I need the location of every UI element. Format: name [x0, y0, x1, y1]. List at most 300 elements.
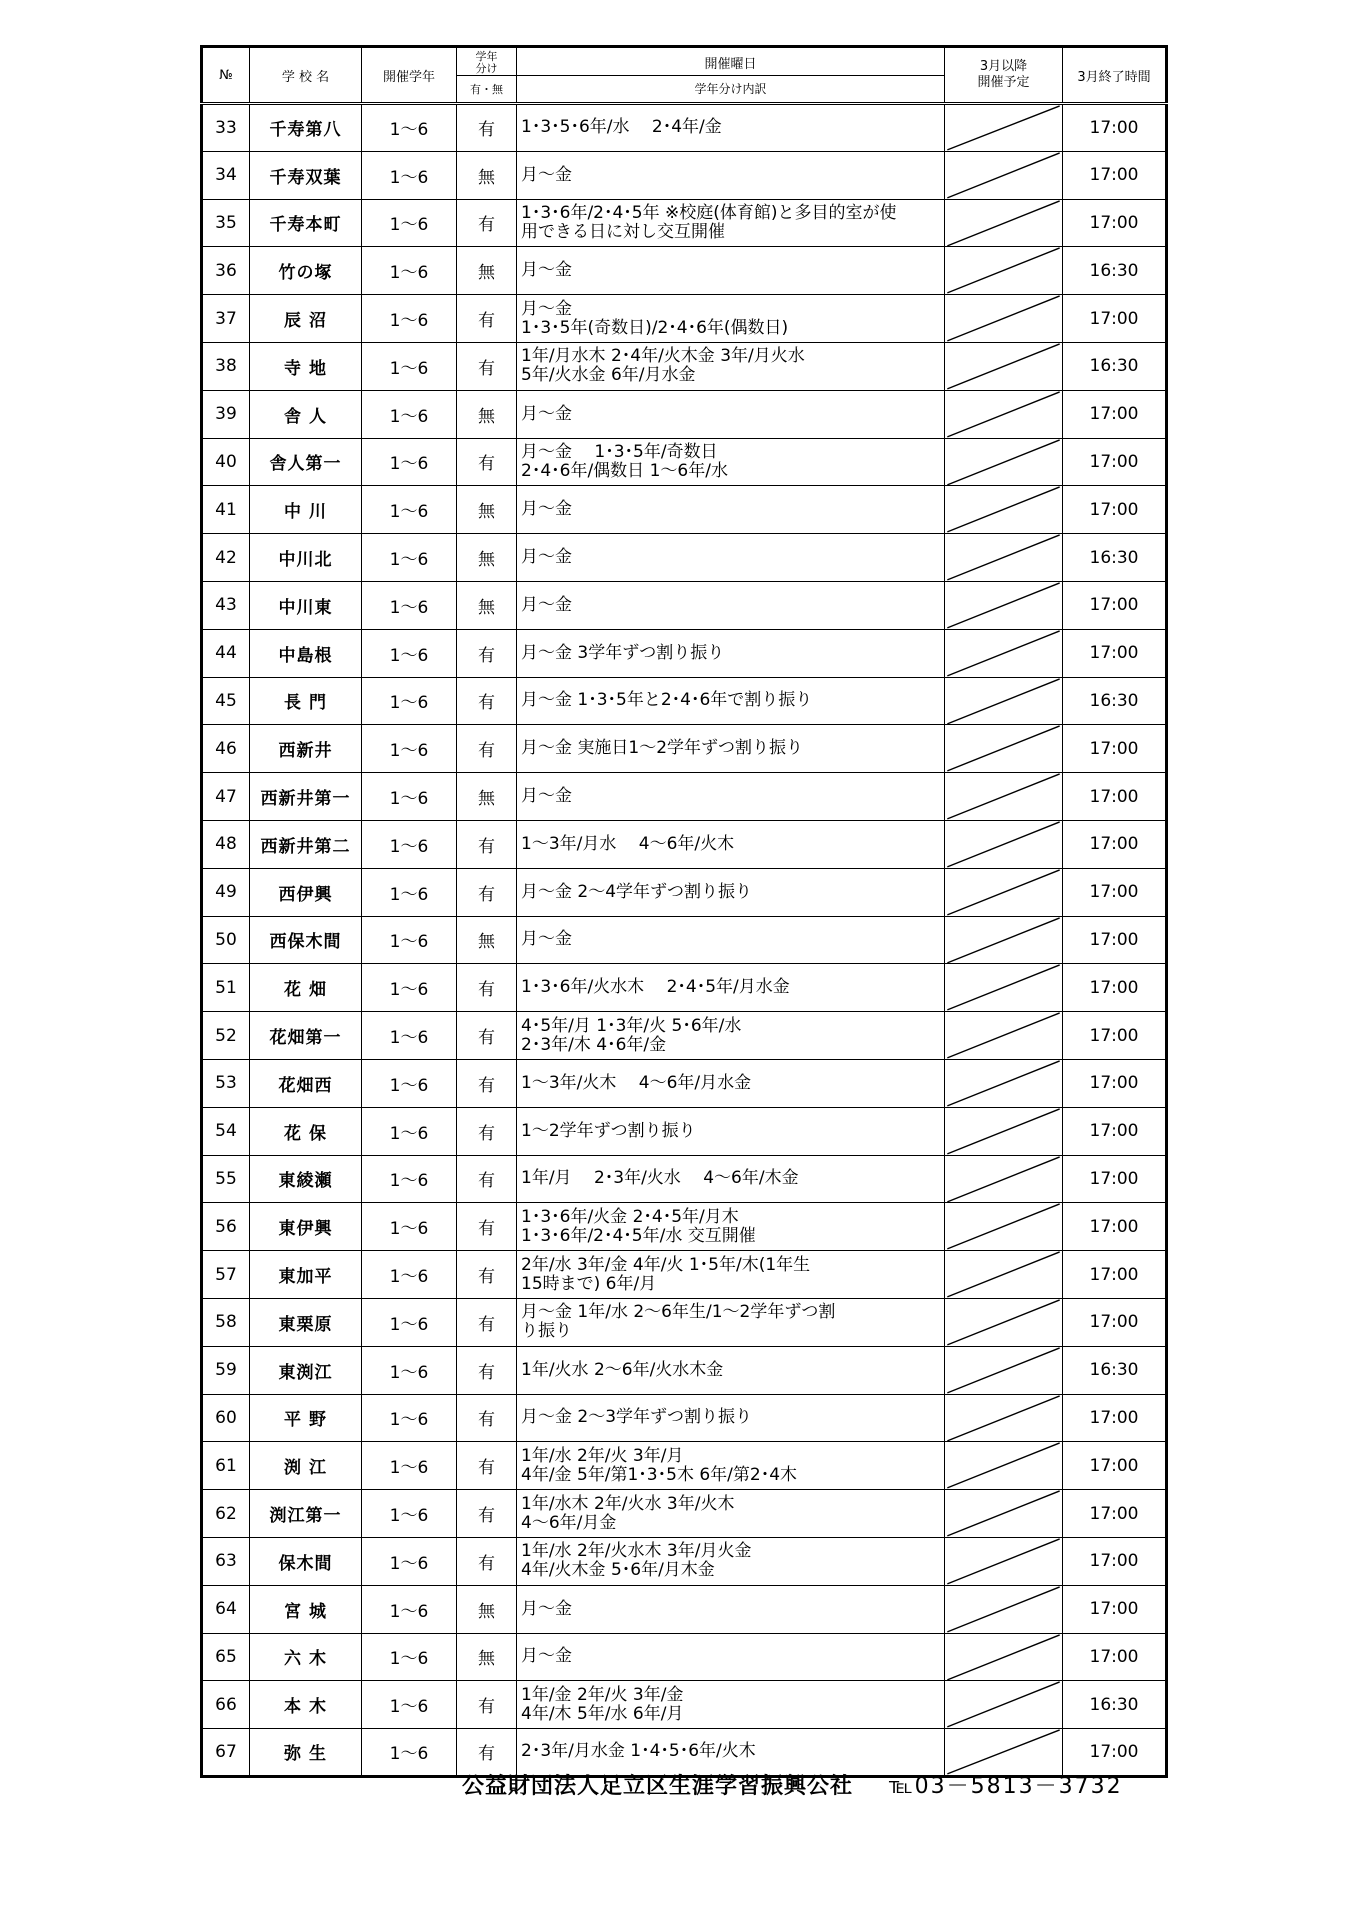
diagonal-slash-mark	[945, 152, 1062, 199]
march-plan-slash	[945, 390, 1063, 438]
table-row	[202, 486, 1167, 534]
grade-range: 1〜6	[362, 629, 457, 677]
grade-range: 1〜6	[362, 581, 457, 629]
grade-division: 有	[457, 1394, 517, 1442]
schedule-days: 1･3･6年/火水木 2･4･5年/月水金	[517, 964, 945, 1012]
diagonal-slash-mark	[945, 1442, 1062, 1489]
header-days-bottom: 学年分け内訳	[694, 81, 767, 96]
row-number: 54	[202, 1107, 250, 1155]
march-plan-slash	[945, 295, 1063, 343]
grade-division: 有	[457, 199, 517, 247]
row-number: 43	[202, 581, 250, 629]
footer-telephone: ℡03－5813－3732	[889, 1774, 1123, 1799]
march-plan-slash	[945, 1155, 1063, 1203]
march-plan-slash	[945, 1490, 1063, 1538]
header-division	[457, 47, 517, 104]
row-number: 63	[202, 1537, 250, 1585]
diagonal-slash-mark	[945, 1299, 1062, 1346]
row-number: 37	[202, 295, 250, 343]
row-number: 40	[202, 438, 250, 486]
row-number: 67	[202, 1729, 250, 1777]
row-number: 52	[202, 1012, 250, 1060]
row-number: 41	[202, 486, 250, 534]
grade-range: 1〜6	[362, 1394, 457, 1442]
end-time: 17:00	[1063, 1155, 1167, 1203]
diagonal-slash-mark	[945, 821, 1062, 868]
schedule-days: 月〜金	[517, 247, 945, 295]
diagonal-slash-mark	[945, 678, 1062, 725]
table-row	[202, 247, 1167, 295]
grade-division: 無	[457, 534, 517, 582]
header-school: 学 校 名	[250, 47, 362, 104]
diagonal-slash-mark	[945, 1012, 1062, 1059]
schedule-days: 1年/月水木 2･4年/火木金 3年/月火水 5年/火水金 6年/月水金	[517, 342, 945, 390]
grade-range: 1〜6	[362, 1012, 457, 1060]
header-no: №	[202, 47, 250, 104]
end-time: 17:00	[1063, 629, 1167, 677]
diagonal-slash-mark	[945, 869, 1062, 916]
march-plan-slash	[945, 1537, 1063, 1585]
school-name: 中川北	[250, 534, 362, 582]
grade-division: 有	[457, 1107, 517, 1155]
march-plan-slash	[945, 104, 1063, 152]
table-row	[202, 677, 1167, 725]
diagonal-slash-mark	[945, 1681, 1062, 1728]
table-row	[202, 295, 1167, 343]
march-plan-slash	[945, 199, 1063, 247]
grade-division: 有	[457, 1681, 517, 1729]
row-number: 57	[202, 1251, 250, 1299]
school-name: 長 門	[250, 677, 362, 725]
diagonal-slash-mark	[945, 247, 1062, 294]
march-plan-slash	[945, 1107, 1063, 1155]
schedule-days: 1･3･6年/火金 2･4･5年/月木 1･3･6年/2･4･5年/水 交互開催	[517, 1203, 945, 1251]
diagonal-slash-mark	[945, 582, 1062, 629]
table-row	[202, 629, 1167, 677]
diagonal-slash-mark	[945, 1490, 1062, 1537]
grade-division: 有	[457, 964, 517, 1012]
diagonal-slash-mark	[945, 105, 1062, 151]
schedule-days: 1･3･5･6年/水 2･4年/金	[517, 104, 945, 152]
row-number: 66	[202, 1681, 250, 1729]
table-row	[202, 1490, 1167, 1538]
end-time: 17:00	[1063, 1585, 1167, 1633]
diagonal-slash-mark	[945, 1251, 1062, 1298]
march-plan-slash	[945, 534, 1063, 582]
march-plan-slash	[945, 1298, 1063, 1346]
header-end-time: 3月終了時間	[1063, 47, 1167, 104]
school-name: 竹の塚	[250, 247, 362, 295]
grade-division: 有	[457, 868, 517, 916]
end-time: 17:00	[1063, 868, 1167, 916]
end-time: 17:00	[1063, 295, 1167, 343]
grade-division: 有	[457, 629, 517, 677]
schedule-days: 1年/月 2･3年/火水 4〜6年/木金	[517, 1155, 945, 1203]
march-plan-slash	[945, 247, 1063, 295]
grade-range: 1〜6	[362, 1490, 457, 1538]
march-plan-slash	[945, 916, 1063, 964]
march-plan-slash	[945, 820, 1063, 868]
grade-division: 無	[457, 916, 517, 964]
end-time: 17:00	[1063, 390, 1167, 438]
grade-division: 有	[457, 725, 517, 773]
schedule-table	[200, 45, 1168, 1778]
table-row	[202, 1633, 1167, 1681]
grade-division: 無	[457, 1585, 517, 1633]
end-time: 17:00	[1063, 581, 1167, 629]
march-plan-slash	[945, 1251, 1063, 1299]
table-row	[202, 964, 1167, 1012]
end-time: 17:00	[1063, 199, 1167, 247]
table-row	[202, 1107, 1167, 1155]
end-time: 17:00	[1063, 964, 1167, 1012]
table-row	[202, 390, 1167, 438]
school-name: 東栗原	[250, 1298, 362, 1346]
march-plan-slash	[945, 581, 1063, 629]
school-name: 西新井	[250, 725, 362, 773]
table-row	[202, 1394, 1167, 1442]
schedule-days: 月〜金	[517, 151, 945, 199]
schedule-days: 月〜金	[517, 581, 945, 629]
row-number: 62	[202, 1490, 250, 1538]
grade-range: 1〜6	[362, 247, 457, 295]
end-time: 16:30	[1063, 342, 1167, 390]
row-number: 34	[202, 151, 250, 199]
grade-range: 1〜6	[362, 1346, 457, 1394]
school-name: 西保木間	[250, 916, 362, 964]
header-days-top: 開催曜日	[517, 50, 944, 76]
row-number: 45	[202, 677, 250, 725]
grade-range: 1〜6	[362, 1442, 457, 1490]
grade-range: 1〜6	[362, 1585, 457, 1633]
grade-division: 有	[457, 1346, 517, 1394]
table-row	[202, 1537, 1167, 1585]
diagonal-slash-mark	[945, 200, 1062, 247]
schedule-days: 1年/水木 2年/火水 3年/火木 4〜6年/月金	[517, 1490, 945, 1538]
schedule-days: 月〜金 3学年ずつ割り振り	[517, 629, 945, 677]
end-time: 17:00	[1063, 486, 1167, 534]
grade-range: 1〜6	[362, 438, 457, 486]
school-name: 辰 沼	[250, 295, 362, 343]
schedule-days: 月〜金	[517, 773, 945, 821]
march-plan-slash	[945, 773, 1063, 821]
end-time: 17:00	[1063, 1729, 1167, 1777]
school-name: 東加平	[250, 1251, 362, 1299]
grade-range: 1〜6	[362, 677, 457, 725]
grade-division: 有	[457, 677, 517, 725]
schedule-days: 1〜3年/火木 4〜6年/月水金	[517, 1059, 945, 1107]
end-time: 17:00	[1063, 1107, 1167, 1155]
march-plan-slash	[945, 725, 1063, 773]
end-time: 17:00	[1063, 438, 1167, 486]
schedule-days: 1〜2学年ずつ割り振り	[517, 1107, 945, 1155]
footer	[462, 1769, 1162, 1800]
grade-division: 有	[457, 1059, 517, 1107]
diagonal-slash-mark	[945, 1586, 1062, 1633]
diagonal-slash-mark	[945, 1108, 1062, 1155]
diagonal-slash-mark	[945, 391, 1062, 438]
march-plan-slash	[945, 1059, 1063, 1107]
end-time: 17:00	[1063, 1633, 1167, 1681]
diagonal-slash-mark	[945, 295, 1062, 342]
table-row	[202, 1298, 1167, 1346]
table-row	[202, 151, 1167, 199]
grade-division: 有	[457, 1729, 517, 1777]
diagonal-slash-mark	[945, 439, 1062, 486]
end-time: 17:00	[1063, 773, 1167, 821]
diagonal-slash-mark	[945, 1156, 1062, 1203]
grade-division: 有	[457, 438, 517, 486]
table-row	[202, 104, 1167, 152]
school-name: 弥 生	[250, 1729, 362, 1777]
schedule-days: 1年/金 2年/火 3年/金 4年/木 5年/水 6年/月	[517, 1681, 945, 1729]
table-row	[202, 199, 1167, 247]
schedule-days: 月〜金 2〜4学年ずつ割り振り	[517, 868, 945, 916]
grade-range: 1〜6	[362, 725, 457, 773]
schedule-days: 1年/火水 2〜6年/火水木金	[517, 1346, 945, 1394]
row-number: 53	[202, 1059, 250, 1107]
footer-organization: 公益財団法人足立区生涯学習振興公社	[462, 1774, 854, 1799]
table-row	[202, 1442, 1167, 1490]
school-name: 本 木	[250, 1681, 362, 1729]
schedule-days: 月〜金	[517, 916, 945, 964]
schedule-days: 2･3年/月水金 1･4･5･6年/火木	[517, 1729, 945, 1777]
grade-range: 1〜6	[362, 1107, 457, 1155]
end-time: 16:30	[1063, 1346, 1167, 1394]
end-time: 17:00	[1063, 916, 1167, 964]
table-row	[202, 1585, 1167, 1633]
table-row	[202, 1203, 1167, 1251]
schedule-days: 1年/水 2年/火 3年/月 4年/金 5年/第1･3･5木 6年/第2･4木	[517, 1442, 945, 1490]
row-number: 44	[202, 629, 250, 677]
grade-division: 有	[457, 1490, 517, 1538]
row-number: 50	[202, 916, 250, 964]
school-name: 花 畑	[250, 964, 362, 1012]
table-row	[202, 1012, 1167, 1060]
schedule-days: 1年/水 2年/火水木 3年/月火金 4年/火木金 5･6年/月木金	[517, 1537, 945, 1585]
grade-division: 有	[457, 295, 517, 343]
diagonal-slash-mark	[945, 725, 1062, 772]
march-plan-slash	[945, 1585, 1063, 1633]
schedule-days: 月〜金 1･3･5年/奇数日 2･4･6年/偶数日 1〜6年/水	[517, 438, 945, 486]
schedule-days: 1〜3年/月水 4〜6年/火木	[517, 820, 945, 868]
grade-range: 1〜6	[362, 486, 457, 534]
row-number: 64	[202, 1585, 250, 1633]
row-number: 36	[202, 247, 250, 295]
row-number: 51	[202, 964, 250, 1012]
school-name: 花畑第一	[250, 1012, 362, 1060]
header-division-top: 学年 分け	[457, 49, 516, 76]
end-time: 17:00	[1063, 1394, 1167, 1442]
school-name: 千寿本町	[250, 199, 362, 247]
grade-range: 1〜6	[362, 1681, 457, 1729]
row-number: 60	[202, 1394, 250, 1442]
table-row	[202, 868, 1167, 916]
grade-range: 1〜6	[362, 1251, 457, 1299]
grade-range: 1〜6	[362, 1729, 457, 1777]
diagonal-slash-mark	[945, 773, 1062, 820]
schedule-days: 月〜金 1年/水 2〜6年生/1〜2学年ずつ割 り振り	[517, 1298, 945, 1346]
grade-division: 有	[457, 820, 517, 868]
grade-range: 1〜6	[362, 964, 457, 1012]
grade-division: 無	[457, 151, 517, 199]
grade-division: 無	[457, 1633, 517, 1681]
grade-range: 1〜6	[362, 295, 457, 343]
grade-division: 無	[457, 581, 517, 629]
end-time: 16:30	[1063, 247, 1167, 295]
end-time: 17:00	[1063, 104, 1167, 152]
grade-range: 1〜6	[362, 151, 457, 199]
diagonal-slash-mark	[945, 1347, 1062, 1394]
table-row	[202, 581, 1167, 629]
header-division-bottom: 有・無	[470, 82, 503, 96]
march-plan-slash	[945, 868, 1063, 916]
school-name: 千寿双葉	[250, 151, 362, 199]
schedule-days: 4･5年/月 1･3年/火 5･6年/水 2･3年/木 4･6年/金	[517, 1012, 945, 1060]
schedule-days: 月〜金	[517, 486, 945, 534]
grade-division: 無	[457, 773, 517, 821]
row-number: 49	[202, 868, 250, 916]
march-plan-slash	[945, 1681, 1063, 1729]
grade-range: 1〜6	[362, 1298, 457, 1346]
school-name: 東伊興	[250, 1203, 362, 1251]
march-plan-slash	[945, 1203, 1063, 1251]
header-grade: 開催学年	[362, 47, 457, 104]
march-plan-slash	[945, 677, 1063, 725]
march-plan-slash	[945, 1346, 1063, 1394]
end-time: 17:00	[1063, 1442, 1167, 1490]
school-name: 舎 人	[250, 390, 362, 438]
school-name: 六 木	[250, 1633, 362, 1681]
end-time: 17:00	[1063, 1059, 1167, 1107]
school-name: 渕 江	[250, 1442, 362, 1490]
end-time: 16:30	[1063, 534, 1167, 582]
table-row	[202, 534, 1167, 582]
school-name: 渕江第一	[250, 1490, 362, 1538]
schedule-days: 月〜金 1･3･5年(奇数日)/2･4･6年(偶数日)	[517, 295, 945, 343]
grade-range: 1〜6	[362, 916, 457, 964]
march-plan-slash	[945, 486, 1063, 534]
end-time: 17:00	[1063, 1537, 1167, 1585]
grade-division: 無	[457, 486, 517, 534]
school-name: 西伊興	[250, 868, 362, 916]
grade-range: 1〜6	[362, 773, 457, 821]
grade-range: 1〜6	[362, 199, 457, 247]
diagonal-slash-mark	[945, 343, 1062, 390]
schedule-days: 月〜金	[517, 1633, 945, 1681]
end-time: 16:30	[1063, 1681, 1167, 1729]
grade-range: 1〜6	[362, 1633, 457, 1681]
grade-division: 有	[457, 1298, 517, 1346]
grade-range: 1〜6	[362, 534, 457, 582]
table-row	[202, 916, 1167, 964]
table-row	[202, 1346, 1167, 1394]
school-name: 宮 城	[250, 1585, 362, 1633]
row-number: 65	[202, 1633, 250, 1681]
row-number: 61	[202, 1442, 250, 1490]
school-name: 東綾瀬	[250, 1155, 362, 1203]
table-body	[202, 104, 1167, 1777]
school-name: 寺 地	[250, 342, 362, 390]
march-plan-slash	[945, 964, 1063, 1012]
march-plan-slash	[945, 342, 1063, 390]
row-number: 58	[202, 1298, 250, 1346]
grade-division: 有	[457, 104, 517, 152]
grade-division: 有	[457, 342, 517, 390]
header-march: 3月以降 開催予定	[945, 47, 1063, 104]
school-name: 西新井第二	[250, 820, 362, 868]
end-time: 17:00	[1063, 1251, 1167, 1299]
grade-division: 有	[457, 1251, 517, 1299]
table-row	[202, 820, 1167, 868]
end-time: 17:00	[1063, 1298, 1167, 1346]
end-time: 17:00	[1063, 1203, 1167, 1251]
grade-range: 1〜6	[362, 820, 457, 868]
end-time: 16:30	[1063, 677, 1167, 725]
diagonal-slash-mark	[945, 964, 1062, 1011]
march-plan-slash	[945, 1394, 1063, 1442]
school-name: 東渕江	[250, 1346, 362, 1394]
grade-range: 1〜6	[362, 342, 457, 390]
grade-division: 無	[457, 247, 517, 295]
grade-division: 有	[457, 1203, 517, 1251]
grade-division: 有	[457, 1442, 517, 1490]
schedule-days: 月〜金	[517, 534, 945, 582]
table-row	[202, 438, 1167, 486]
table-row	[202, 342, 1167, 390]
march-plan-slash	[945, 438, 1063, 486]
row-number: 38	[202, 342, 250, 390]
grade-range: 1〜6	[362, 390, 457, 438]
diagonal-slash-mark	[945, 1060, 1062, 1107]
diagonal-slash-mark	[945, 1395, 1062, 1442]
diagonal-slash-mark	[945, 1538, 1062, 1585]
school-name: 中島根	[250, 629, 362, 677]
diagonal-slash-mark	[945, 630, 1062, 677]
school-name: 中 川	[250, 486, 362, 534]
table-row	[202, 1251, 1167, 1299]
schedule-days: 1･3･6年/2･4･5年 ※校庭(体育館)と多目的室が使 用できる日に対し交互開催	[517, 199, 945, 247]
end-time: 17:00	[1063, 725, 1167, 773]
march-plan-slash	[945, 1012, 1063, 1060]
end-time: 17:00	[1063, 820, 1167, 868]
end-time: 17:00	[1063, 151, 1167, 199]
row-number: 46	[202, 725, 250, 773]
school-name: 花畑西	[250, 1059, 362, 1107]
schedule-days: 月〜金 実施日1〜2学年ずつ割り振り	[517, 725, 945, 773]
row-number: 42	[202, 534, 250, 582]
school-name: 中川東	[250, 581, 362, 629]
grade-range: 1〜6	[362, 868, 457, 916]
table-row	[202, 1681, 1167, 1729]
grade-range: 1〜6	[362, 1203, 457, 1251]
school-name: 平 野	[250, 1394, 362, 1442]
row-number: 35	[202, 199, 250, 247]
diagonal-slash-mark	[945, 917, 1062, 964]
row-number: 55	[202, 1155, 250, 1203]
header-days	[517, 47, 945, 104]
table-row	[202, 773, 1167, 821]
school-name: 千寿第八	[250, 104, 362, 152]
row-number: 48	[202, 820, 250, 868]
schedule-days: 月〜金	[517, 390, 945, 438]
diagonal-slash-mark	[945, 1634, 1062, 1681]
table-header	[202, 47, 1167, 104]
grade-range: 1〜6	[362, 104, 457, 152]
schedule-days: 月〜金	[517, 1585, 945, 1633]
row-number: 59	[202, 1346, 250, 1394]
diagonal-slash-mark	[945, 486, 1062, 533]
